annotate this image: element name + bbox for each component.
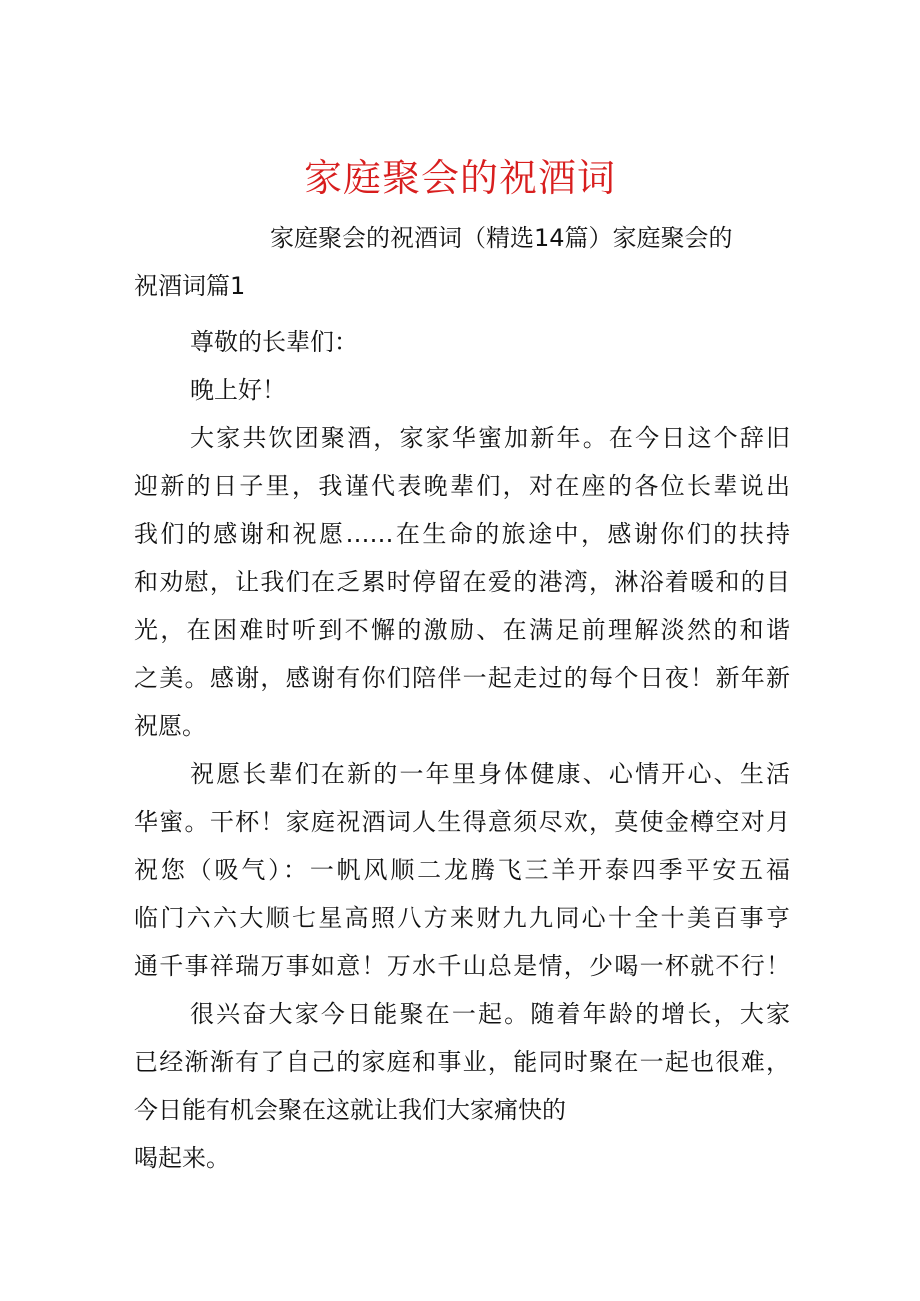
paragraph-3-line-3: 今日能有机会聚在这就让我们大家痛快的 (134, 1096, 566, 1124)
subtitle-line-1: 家庭聚会的祝酒词（精选14篇）家庭聚会的 (270, 224, 733, 252)
greeting-line: 尊敬的长辈们： (190, 328, 358, 356)
paragraph-3-line-1: 很兴奋大家今日能聚在一起。随着年龄的增长，大家 (190, 1000, 790, 1028)
paragraph-2-line-5: 通千事祥瑞万事如意！万水千山总是情，少喝一杯就不行！ (134, 952, 790, 980)
paragraph-1-line-2: 迎新的日子里，我谨代表晚辈们，对在座的各位长辈说出 (134, 472, 790, 500)
subtitle-line-2: 祝酒词篇1 (134, 272, 246, 300)
paragraph-1-line-6: 之美。感谢，感谢有你们陪伴一起走过的每个日夜！新年新 (134, 664, 790, 692)
paragraph-2-line-4: 临门六六大顺七星高照八方来财九九同心十全十美百事亨 (134, 904, 790, 932)
paragraph-1-line-1: 大家共饮团聚酒，家家华蜜加新年。在今日这个辞旧 (190, 424, 790, 452)
paragraph-3-line-4: 喝起来。 (134, 1144, 230, 1172)
document-title: 家庭聚会的祝酒词 (303, 156, 616, 200)
paragraph-2-line-3: 祝您（吸气）：一帆风顺二龙腾飞三羊开泰四季平安五福 (134, 856, 790, 884)
paragraph-2-line-1: 祝愿长辈们在新的一年里身体健康、心情开心、生活 (190, 760, 790, 788)
body-paragraphs (134, 318, 790, 1182)
paragraph-3-line-2: 已经渐渐有了自己的家庭和事业，能同时聚在一起也很难， (134, 1048, 790, 1076)
paragraph-2-line-2: 华蜜。干杯！家庭祝酒词人生得意须尽欢，莫使金樽空对月 (134, 808, 790, 836)
paragraph-1-line-4: 和劝慰，让我们在乏累时停留在爱的港湾，淋浴着暖和的目 (134, 568, 790, 596)
evening-line: 晚上好！ (190, 376, 286, 404)
paragraph-1-line-5: 光，在困难时听到不懈的激励、在满足前理解淡然的和谐 (134, 616, 790, 644)
paragraph-1-line-7: 祝愿。 (134, 712, 206, 740)
subtitle-block (134, 214, 790, 310)
paragraph-1-line-3: 我们的感谢和祝愿……在生命的旅途中，感谢你们的扶持 (134, 520, 790, 548)
